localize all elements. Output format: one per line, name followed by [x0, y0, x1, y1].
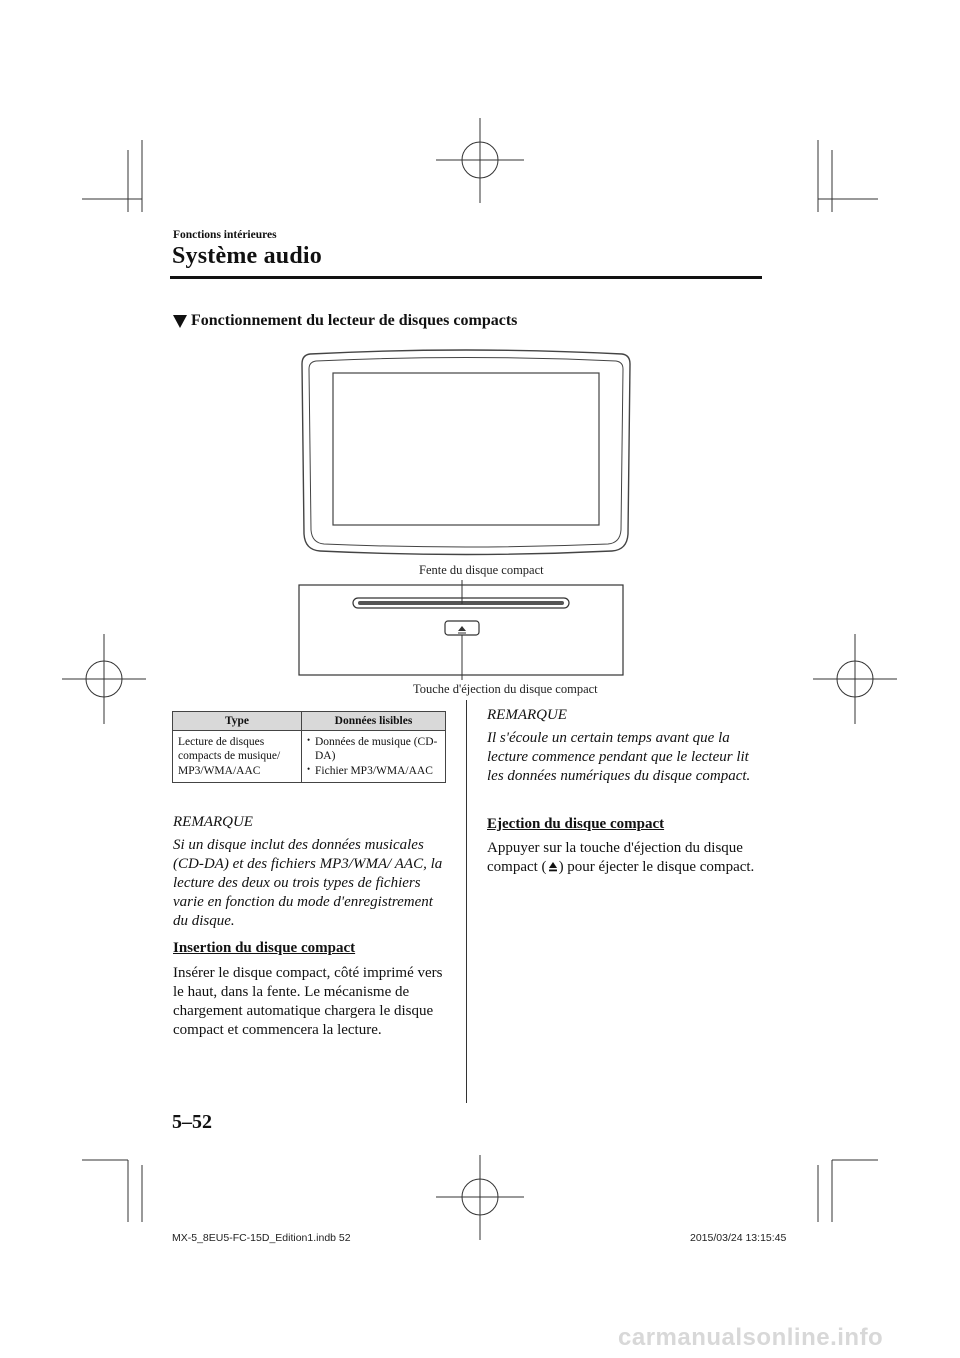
eject-button[interactable]	[445, 621, 479, 635]
left-note-title: REMARQUE	[173, 814, 253, 830]
table-header-type: Type	[173, 712, 302, 731]
section-label: Fonctions intérieures	[173, 229, 277, 241]
display-screen-illustration	[296, 348, 636, 560]
eject-text	[487, 839, 762, 877]
eject-icon	[548, 861, 558, 872]
eject-heading: Ejection du disque compact	[487, 816, 665, 832]
slot-caption: Fente du disque compact	[419, 563, 544, 577]
eject-text-before: Appuyer sur la touche d'éjection du disque compact (	[487, 840, 743, 875]
subheading	[173, 312, 517, 330]
insert-heading: Insertion du disque compact	[173, 940, 356, 956]
table-cell-data	[302, 731, 446, 783]
right-note-title: REMARQUE	[487, 707, 567, 723]
insert-text: Insérer le disque compact, côté imprimé vers le haut, dans la fente. Le mécanisme de chargement automatique chargera le disque compact et commencera la lecture.	[173, 965, 443, 1038]
eject-text-after: ) pour éjecter le disque compact.	[558, 859, 755, 875]
subheading-text: Fonctionnement du lecteur de disques compacts	[191, 312, 518, 329]
table-row	[173, 731, 446, 783]
page-number: 5–52	[172, 1111, 212, 1133]
eject-caption: Touche d'éjection du disque compact	[413, 682, 598, 696]
page-title: Système audio	[172, 243, 322, 269]
table-header-row	[173, 712, 446, 731]
table-header-data: Données lisibles	[302, 712, 446, 731]
column-divider	[466, 700, 467, 1103]
table-cell-type: Lecture de disques compacts de musique/ MP3/WMA/AAC	[173, 731, 302, 783]
right-note-text: Il s'écoule un certain temps avant que la lecture commence pendant que le lecteur lit les données numériques du disque compact.	[487, 730, 751, 784]
footer-timestamp: 2015/03/24 13:15:45	[690, 1232, 787, 1244]
watermark: carmanualsonline.info	[618, 1324, 884, 1351]
footer-file: MX-5_8EU5-FC-15D_Edition1.indb 52	[172, 1232, 351, 1244]
readable-data-table	[172, 711, 446, 783]
table-bullet-1: • Données de musique (CD-DA)	[307, 735, 440, 764]
left-note-text: Si un disque inclut des données musicales (CD-DA) et des fichiers MP3/WMA/ AAC, la lecture des deux ou trois types de fichiers varie en fonction du mode d'enregistrement du disque.	[173, 837, 443, 929]
triangle-bullet-icon	[173, 315, 187, 328]
table-bullet-2: • Fichier MP3/WMA/AAC	[307, 764, 440, 778]
title-rule	[170, 276, 762, 279]
